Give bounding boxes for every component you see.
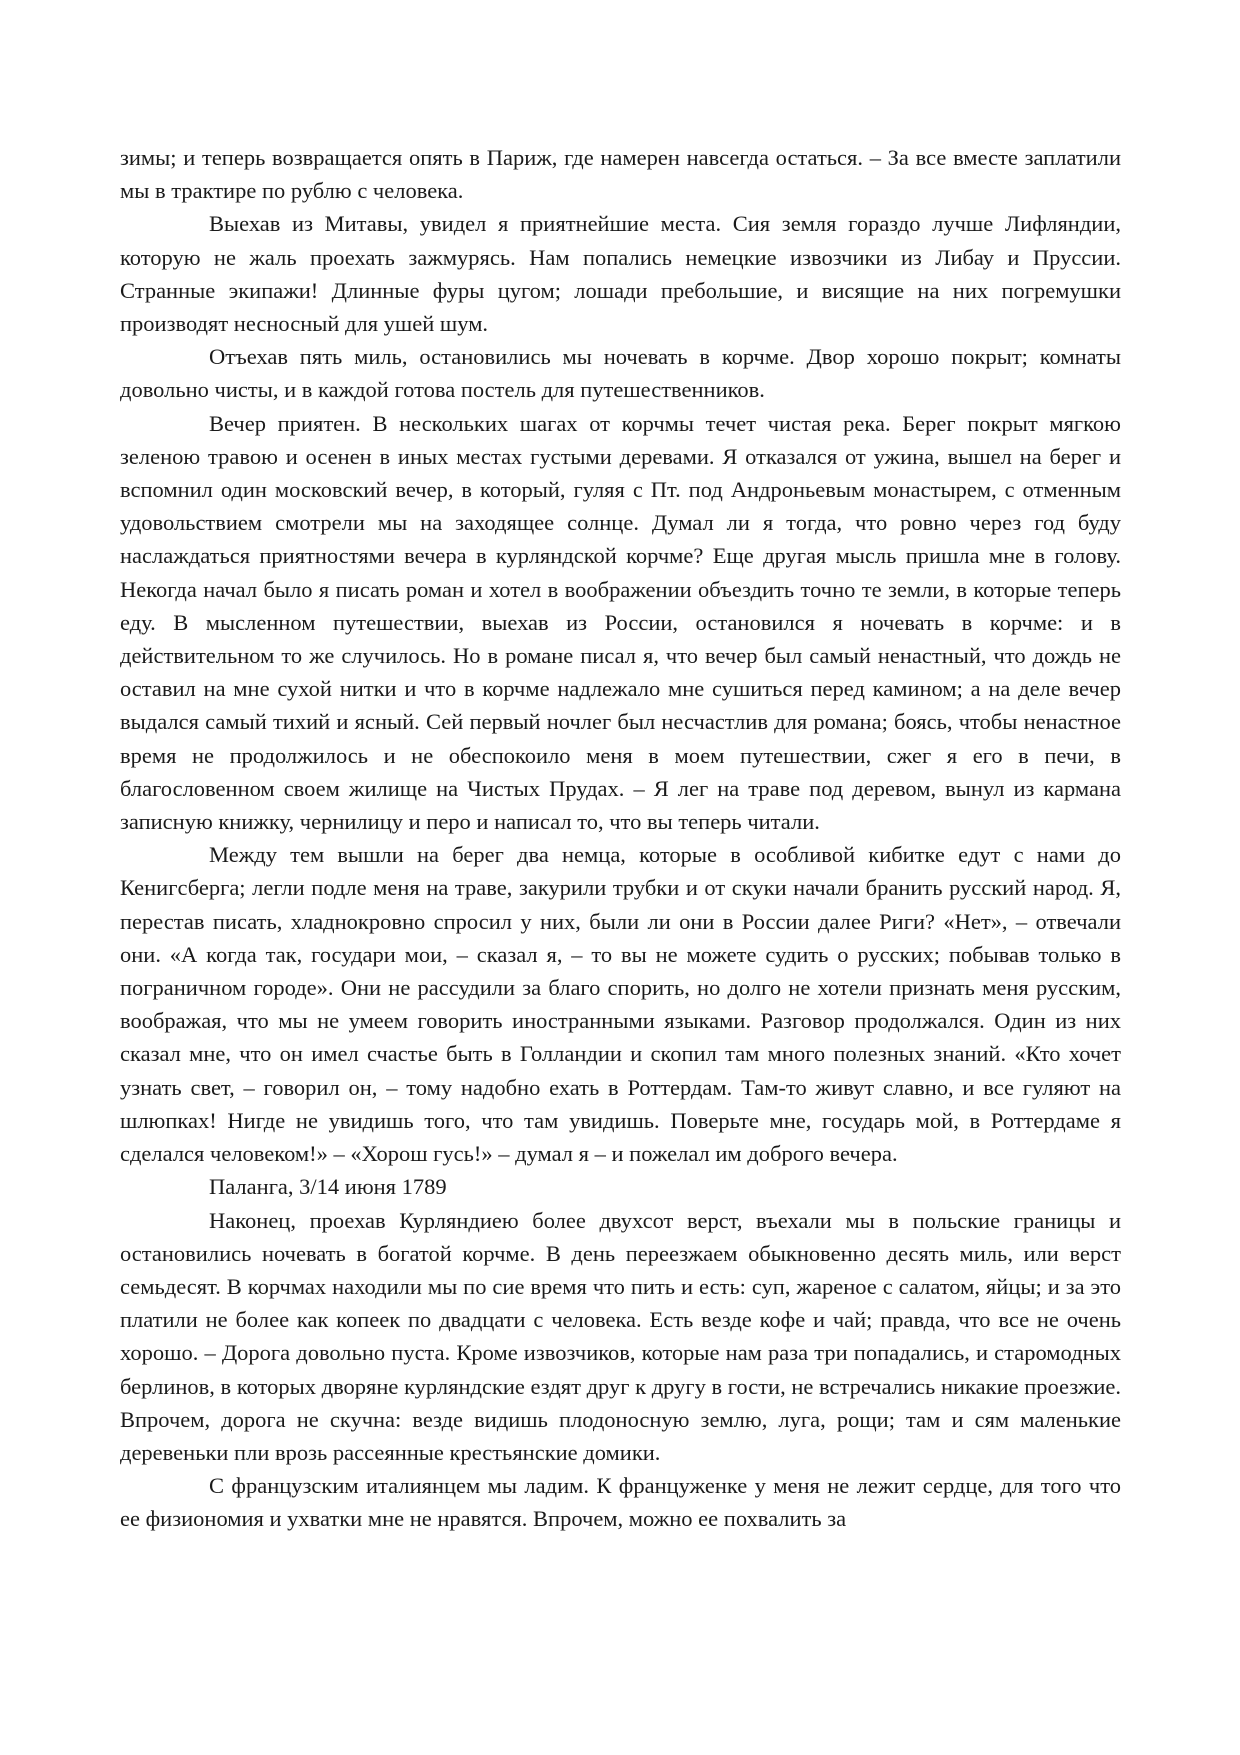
paragraph-4: Вечер приятен. В нескольких шагах от корчмы течет чистая река. Берег покрыт мягкою зеленою травою и осенен в иных местах густыми деревами. Я отказался от ужина, вышел на берег и вспомнил один московский вечер, в который, гуляя с Пт. под Андроньевым монастырем, с отменным удовольствием смотрели мы на заходящее солнце. Думал ли я тогда, что ровно через год буду наслаждаться приятностями вечера в курляндской корчме? Еще другая мысль пришла мне в голову. Некогда начал было я писать роман и хотел в воображении объездить точно те земли, в которые теперь еду. В мысленном путешествии, выехав из России, остановился я ночевать в корчме: и в действительном то же случилось. Но в романе писал я, что вечер был самый ненастный, что дождь не оставил на мне сухой нитки и что в корчме надлежало мне сушиться перед камином; а на деле вечер выдался самый тихий и ясный. Сей первый ночлег был несчастлив для романа; боясь, чтобы ненастное время не продолжилось и не обеспокоило меня в моем путешествии, сжег я его в печи, в благословенном своем жилище на Чистых Прудах. – Я лег на траве под деревом, вынул из кармана записную книжку, чернилицу и перо и написал то, что вы теперь читали. [120,410,1121,835]
paragraph-2: Выехав из Митавы, увидел я приятнейшие места. Сия земля гораздо лучше Лифляндии, которую не жаль проехать зажмурясь. Нам попались немецкие извозчики из Либау и Пруссии. Странные экипажи! Длинные фуры цугом; лошади пребольшие, и висящие на них погремушки производят несносный для ушей шум. [120,211,1121,337]
paragraph-7: Наконец, проехав Курляндиею более двухсот верст, въехали мы в польские границы и остановились ночевать в богатой корчме. В день переезжаем обыкновенно десять миль, или верст семьдесят. В корчмах находили мы по сие время что пить и есть: суп, жареное с салатом, яйцы; и за это платили не более как копеек по двадцати с человека. Есть везде кофе и чай; правда, что все не очень хорошо. – Дорога довольно пуста. Кроме извозчиков, которые нам раза три попадались, и старомодных берлинов, в которых дворяне курляндские ездят друг к другу в гости, не встречались никакие проезжие. Впрочем, дорога не скучна: везде видишь плодоносную землю, луга, рощи; там и сям маленькие деревеньки пли врозь рассеянные крестьянские домики. [120,1207,1121,1465]
document-page [120,141,1121,1536]
dateline: Паланга, 3/14 июня 1789 [209,1174,447,1200]
paragraph-3: Отъехав пять миль, остановились мы ночевать в корчме. Двор хорошо покрыт; комнаты довольно чисты, и в каждой готова постель для путешественников. [120,344,1121,403]
paragraph-5: Между тем вышли на берег два немца, которые в особливой кибитке едут с нами до Кенигсберга; легли подле меня на траве, закурили трубки и от скуки начали бранить русский народ. Я, перестав писать, хладнокровно спросил у них, были ли они в России далее Риги? «Нет», – отвечали они. «А когда так, государи мои, – сказал я, – то вы не можете судить о русских; побывав только в пограничном городе». Они не рассудили за благо спорить, но долго не хотели признать меня русским, воображая, что мы не умеем говорить иностранными языками. Разговор продолжался. Один из них сказал мне, что он имел счастье быть в Голландии и скопил там много полезных знаний. «Кто хочет узнать свет, – говорил он, – тому надобно ехать в Роттердам. Там-то живут славно, и все гуляют на шлюпках! Нигде не увидишь того, что там увидишь. Поверьте мне, государь мой, в Роттердаме я сделался человеком!» – «Хорош гусь!» – думал я – и пожелал им доброго вечера. [120,842,1121,1167]
paragraph-1: зимы; и теперь возвращается опять в Париж, где намерен навсегда остаться. – За все вместе заплатили мы в трактире по рублю с человека. [120,145,1121,204]
paragraph-8: С французским италиянцем мы ладим. К француженке у меня не лежит сердце, для того что ее физиономия и ухватки мне не нравятся. Впрочем, можно ее похвалить за [120,1473,1121,1532]
